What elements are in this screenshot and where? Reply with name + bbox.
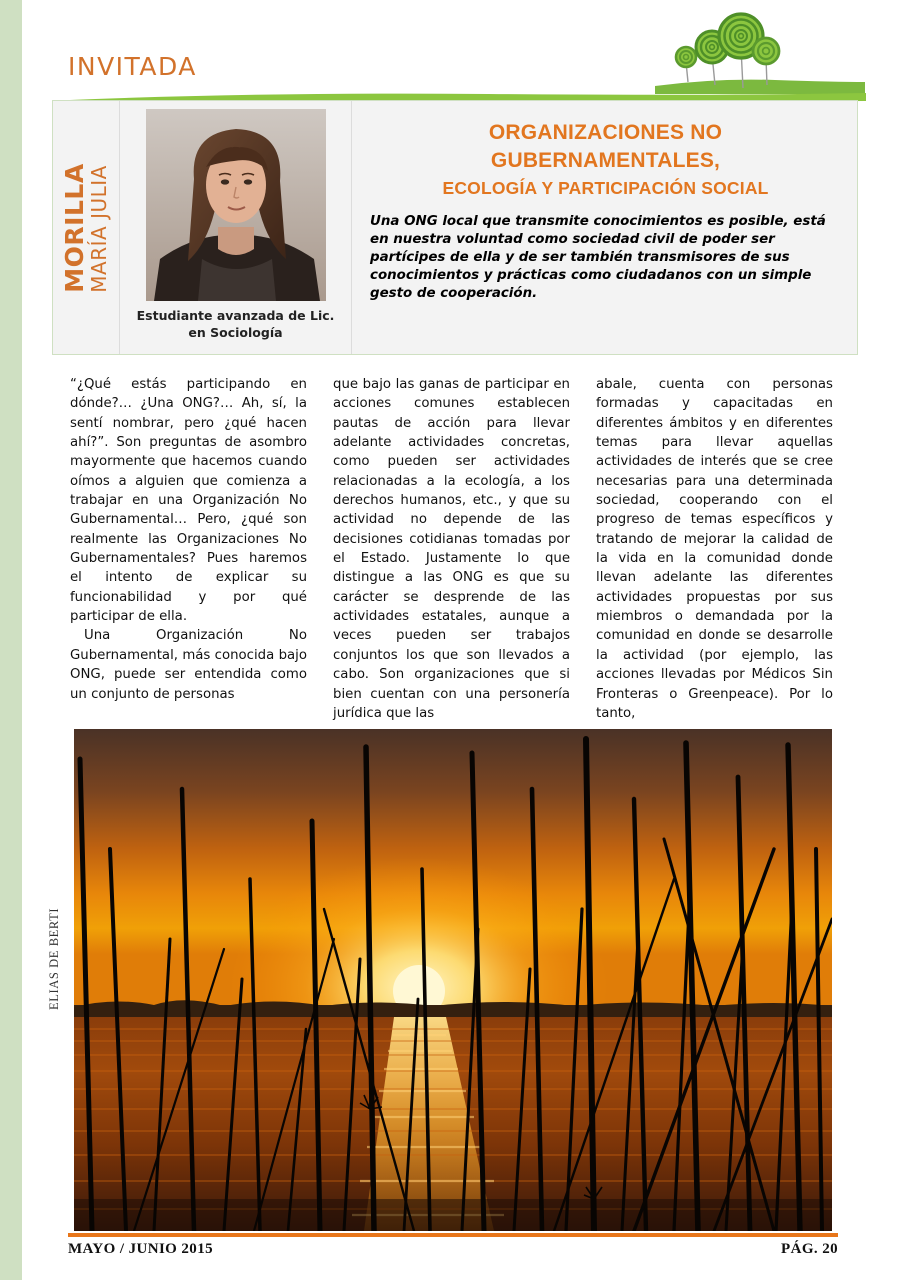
issue-date: MAYO / JUNIO 2015 bbox=[68, 1241, 214, 1257]
article-body bbox=[70, 375, 835, 723]
page-number: PÁG. 20 bbox=[781, 1241, 838, 1257]
section-kicker: INVITADA bbox=[68, 52, 197, 81]
author-name-panel bbox=[53, 101, 120, 354]
paragraph: Una Organización No Gubernamental, más conocida bajo ONG, puede ser entendida como un conjunto de personas bbox=[70, 628, 307, 702]
page-left-border bbox=[0, 0, 22, 1280]
article-column-2 bbox=[333, 375, 570, 723]
article-title-line-1: ORGANIZACIONES NO bbox=[488, 121, 723, 144]
sunset-photo bbox=[74, 729, 832, 1231]
article-abstract: Una ONG local que transmite conocimientos es posible, está en nuestra voluntad como sociedad civil de poder ser partícipes de ella y de ser también transmisores de sus conocimientos y prácticas como ciudadanos con un simple gesto de cooperación. bbox=[370, 214, 826, 302]
author-photo-caption: Estudiante avanzada de Lic. en Sociología bbox=[136, 308, 335, 340]
author-last-name: MORILLA bbox=[59, 162, 89, 293]
article-column-1 bbox=[70, 375, 307, 723]
paragraph: abale, cuenta con personas formadas y capacitadas en diferentes ámbitos y en diferentes temas para llevar aquellas actividades de interés que se cree necesarias para una determinada sociedad, cooperando con el progreso de temas específicos y tratando de mejorar la calidad de la vida en la comunidad donde llevan adelante las diferentes actividades propuestas por sus miembros o demandada por la comunidad en donde se desarrolle la actividad (por ejemplo, las acciones llevadas por Médicos Sin Fronteras o Greenpeace). Por lo tanto, bbox=[596, 377, 833, 721]
green-trees-logo-icon bbox=[655, 6, 865, 94]
photo-credit: ELIAS DE BERTI bbox=[47, 907, 61, 1010]
feature-header-box bbox=[52, 100, 858, 355]
page-left-border-inner bbox=[22, 0, 27, 1280]
paragraph: “¿Qué estás participando en dónde?… ¿Una ONG?… Ah, sí, la sentí nombrar, pero ¿qué hacen ahí?”. Son preguntas de asombro mayormente que hacemos cuando oímos a alguien que comienza a trabajar en una Organización No Gubernamental… Pero, ¿qué son realmente las Organizaciones No Gubernamentales? Pues haremos el intento de explicar su funcionabilidad y por qué participar de ella. bbox=[70, 377, 307, 625]
paragraph: que bajo las ganas de participar en acciones comunes establecen pautas de acción para llevar adelante actividades concretas, como pueden ser actividades relacionadas a la ecología, a los derechos humanos, etc., y que su actividad no depende de las decisiones cotidianas tomadas por el Estado. Justamente lo que distingue a las ONG es que su carácter se desprende de las actividades estatales, aunque a veces pueden ser trabajos conjuntos los que son llevados a cabo. Son organizaciones que si bien cuentan con una personería jurídica que las bbox=[333, 377, 570, 721]
author-vertical-text bbox=[59, 162, 112, 293]
feature-text-column bbox=[352, 101, 857, 354]
page-footer bbox=[68, 1241, 838, 1258]
article-title bbox=[370, 119, 841, 201]
article-title-line-3: ECOLOGÍA Y PARTICIPACIÓN SOCIAL bbox=[442, 177, 769, 198]
author-portrait-photo bbox=[146, 109, 326, 301]
footer-rule bbox=[68, 1233, 838, 1237]
author-first-name: MARÍA JULIA bbox=[87, 164, 112, 293]
article-title-line-2: GUBERNAMENTALES, bbox=[490, 148, 721, 172]
author-photo-column bbox=[120, 101, 352, 354]
article-column-3 bbox=[596, 375, 833, 723]
green-divider-swoosh bbox=[68, 88, 868, 100]
